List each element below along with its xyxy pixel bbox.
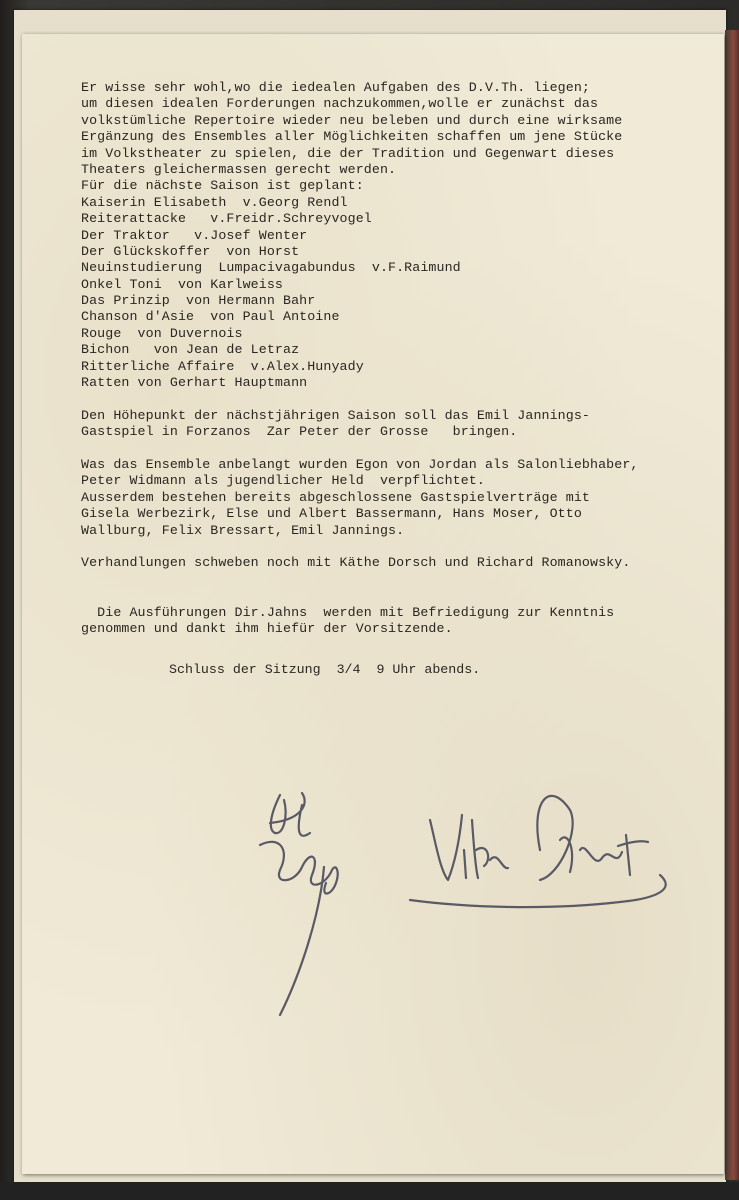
text-line: Für die nächste Saison ist geplant:: [81, 178, 364, 194]
text-line: Was das Ensemble anbelangt wurden Egon von Jordan als Salonliebhaber,: [81, 456, 639, 472]
text-line: [81, 441, 681, 457]
text-line: Der Traktor v.Josef Wenter: [81, 227, 308, 243]
binder-edge: [725, 30, 739, 1180]
bottom-edge: [0, 1182, 739, 1200]
text-line: im Volkstheater zu spielen, die der Tradition und Gegenwart dieses: [81, 145, 615, 161]
text-line: Die Ausführungen Dir.Jahns werden mit Befriedigung zur Kenntnis: [81, 604, 615, 620]
closing-line: Schluss der Sitzung 3/4 9 Uhr abends.: [169, 662, 481, 677]
text-line: Rouge von Duvernois: [81, 325, 243, 341]
text-line: [81, 391, 681, 407]
text-line: Gastspiel in Forzanos Zar Peter der Grosse bringen.: [81, 424, 518, 440]
text-line: Theaters gleichermassen gerecht werden.: [81, 161, 397, 177]
text-line: Den Höhepunkt der nächstjährigen Saison soll das Emil Jannings-: [81, 407, 591, 423]
text-line: Peter Widmann als jugendlicher Held verpflichtet.: [81, 473, 485, 489]
signature-chairman: [240, 775, 370, 1025]
text-line: volkstümliche Repertoire wieder neu beleben und durch eine wirksame: [81, 112, 623, 128]
text-line: genommen und dankt ihm hiefür der Vorsitzende.: [81, 620, 453, 636]
text-line: Reiterattacke v.Freidr.Schreyvogel: [81, 211, 372, 227]
text-line: Onkel Toni von Karlweiss: [81, 276, 283, 292]
text-line: Ritterliche Affaire v.Alex.Hunyady: [81, 358, 364, 374]
text-line: Bichon von Jean de Letraz: [81, 342, 300, 358]
text-line: Ergänzung des Ensembles aller Möglichkeiten schaffen um jene Stücke: [81, 129, 623, 145]
text-line: Er wisse sehr wohl,wo die iedealen Aufgaben des D.V.Th. liegen;: [81, 80, 591, 95]
text-line: Neuinstudierung Lumpacivagabundus v.F.Raimund: [81, 260, 461, 276]
text-line: Der Glückskoffer von Horst: [81, 243, 300, 259]
text-line: Gisela Werbezirk, Else und Albert Bassermann, Hans Moser, Otto: [81, 506, 582, 522]
document-body: [81, 80, 681, 637]
text-line: Ratten von Gerhart Hauptmann: [81, 375, 308, 391]
text-line: Ausserdem bestehen bereits abgeschlossene Gastspielverträge mit: [81, 489, 591, 505]
signature-secretary: [390, 780, 680, 930]
text-line: Chanson d'Asie von Paul Antoine: [81, 309, 340, 325]
text-line: Das Prinzip von Hermann Bahr: [81, 293, 316, 309]
text-line: um diesen idealen Forderungen nachzukommen,wolle er zunächst das: [81, 96, 599, 112]
text-line: Verhandlungen schweben noch mit Käthe Dorsch und Richard Romanowsky.: [81, 555, 631, 571]
text-line: [81, 572, 681, 588]
text-line: [81, 588, 681, 604]
text-line: Wallburg, Felix Bressart, Emil Jannings.: [81, 522, 405, 538]
text-line: [81, 539, 681, 555]
text-line: Kaiserin Elisabeth v.Georg Rendl: [81, 194, 348, 210]
